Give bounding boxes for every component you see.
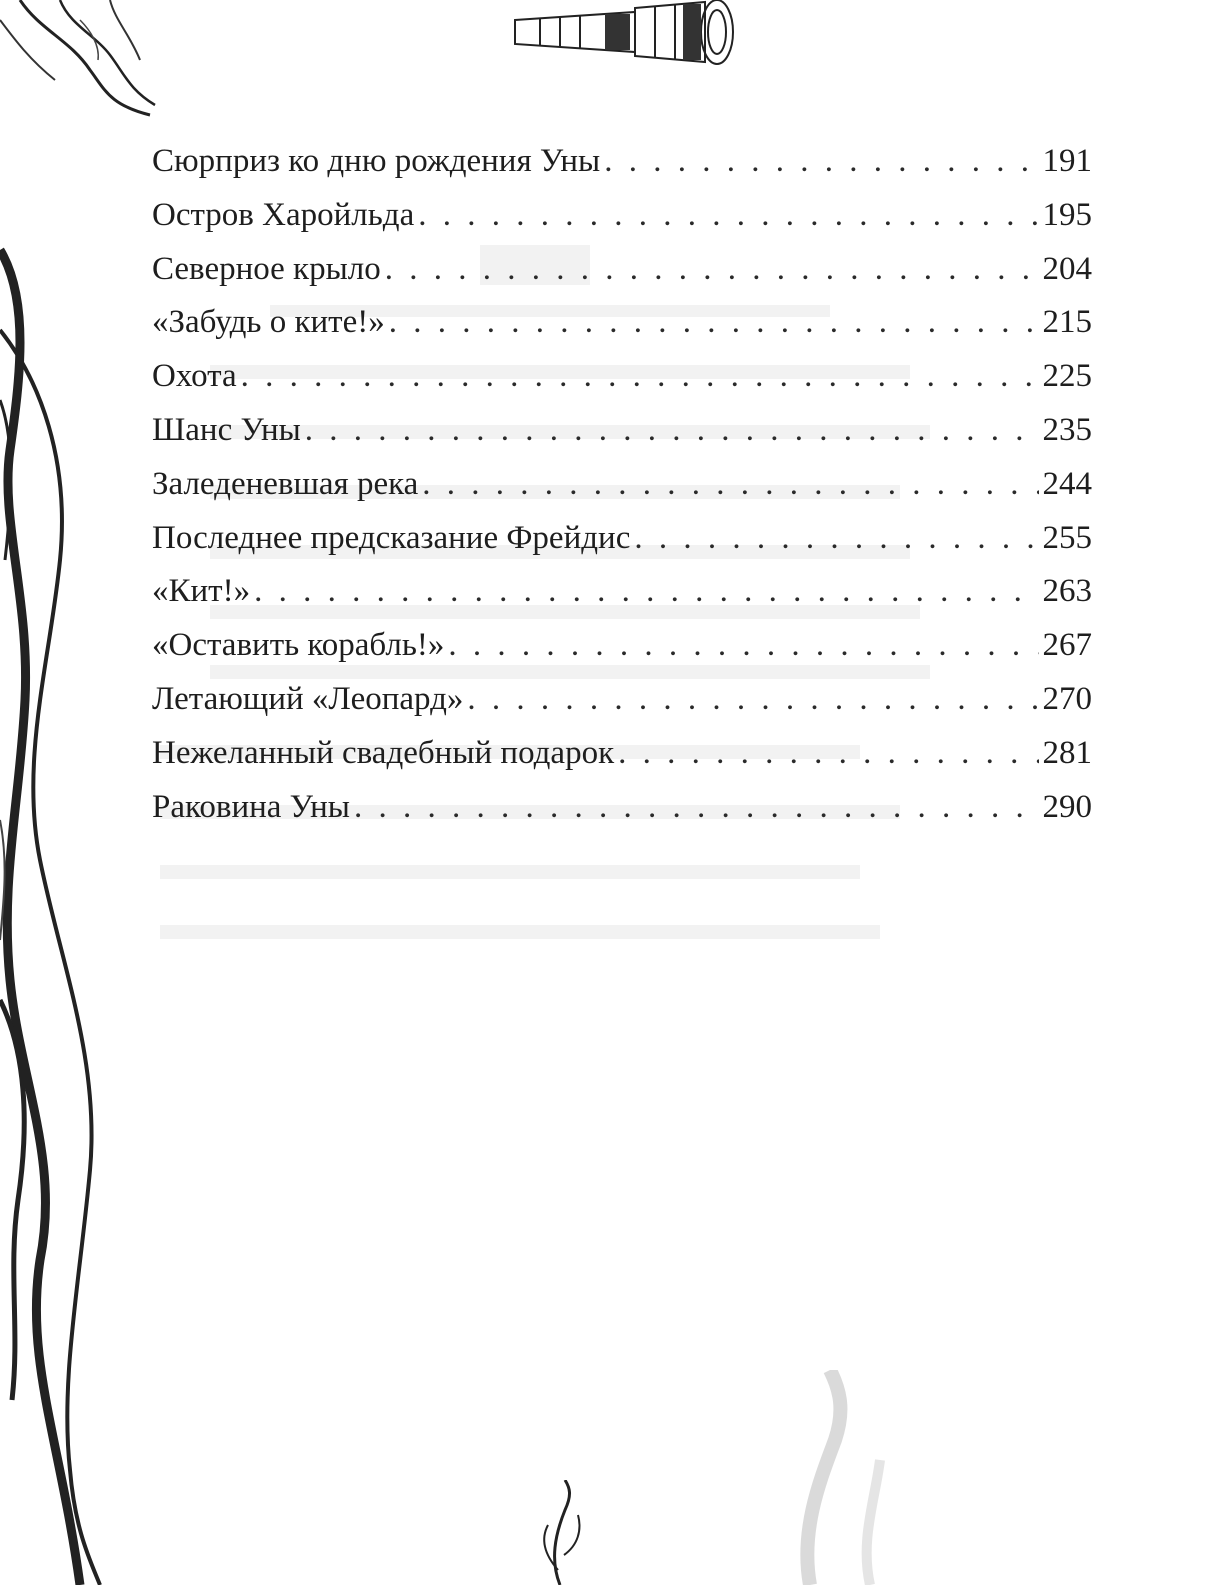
table-of-contents [152, 135, 1092, 834]
toc-entry-page: 244 [1042, 465, 1092, 502]
toc-dot-leader [618, 727, 1038, 781]
toc-entry[interactable] [152, 243, 1092, 297]
toc-entry-title: «Оставить корабль!» [152, 627, 445, 664]
toc-entry[interactable] [152, 565, 1092, 619]
toc-dot-leader [634, 512, 1038, 566]
toc-entry-page: 267 [1042, 627, 1092, 664]
toc-entry-title: Северное крыло [152, 250, 381, 287]
seaweed-icon [0, 0, 170, 120]
toc-entry-title: «Кит!» [152, 573, 251, 610]
toc-entry-page: 204 [1042, 250, 1092, 287]
toc-entry-title: Остров Харойльда [152, 196, 415, 233]
toc-entry-page: 290 [1042, 788, 1092, 825]
toc-dot-leader [448, 619, 1038, 673]
toc-entry[interactable] [152, 135, 1092, 189]
toc-entry-page: 215 [1042, 304, 1092, 341]
toc-entry-title: Последнее предсказание Фрейдис [152, 519, 631, 556]
toc-entry-page: 255 [1042, 519, 1092, 556]
toc-entry-page: 281 [1042, 734, 1092, 771]
toc-entry-title: Охота [152, 358, 237, 395]
toc-dot-leader [604, 135, 1038, 189]
toc-dot-leader [418, 189, 1038, 243]
toc-entry-title: Заледеневшая река [152, 465, 419, 502]
toc-entry[interactable] [152, 512, 1092, 566]
toc-dot-leader [254, 565, 1038, 619]
toc-entry[interactable] [152, 619, 1092, 673]
toc-entry-title: Раковина Уны [152, 788, 350, 825]
toc-entry-page: 225 [1042, 358, 1092, 395]
toc-entry-title: Шанс Уны [152, 411, 301, 448]
toc-entry-title: Сюрприз ко дню рождения Уны [152, 143, 601, 179]
toc-entry-title: Летающий «Леопард» [152, 680, 464, 717]
toc-entry[interactable] [152, 296, 1092, 350]
toc-entry[interactable] [152, 458, 1092, 512]
toc-dot-leader [241, 350, 1039, 404]
telescope-icon [505, 0, 755, 75]
toc-dot-leader [422, 458, 1038, 512]
toc-entry[interactable] [152, 350, 1092, 404]
toc-dot-leader [389, 296, 1039, 350]
toc-entry-page: 235 [1042, 411, 1092, 448]
toc-entry-title: «Забудь о ките!» [152, 304, 385, 341]
toc-dot-leader [385, 243, 1039, 297]
toc-dot-leader [467, 673, 1038, 727]
grey-wave-icon [780, 1370, 940, 1585]
toc-entry[interactable] [152, 189, 1092, 243]
toc-entry-page: 195 [1042, 196, 1092, 233]
bottom-seaweed-icon [520, 1480, 600, 1585]
toc-entry[interactable] [152, 727, 1092, 781]
toc-dot-leader [354, 781, 1039, 835]
toc-entry[interactable] [152, 404, 1092, 458]
toc-entry-title: Нежеланный свадебный подарок [152, 734, 615, 771]
sea-wave-border-icon [0, 0, 140, 1585]
toc-entry[interactable] [152, 673, 1092, 727]
toc-entry-page: 270 [1042, 680, 1092, 717]
toc-entry-page: 263 [1042, 573, 1092, 610]
toc-entry-page: 191 [1042, 143, 1092, 179]
toc-entry[interactable] [152, 781, 1092, 835]
toc-dot-leader [305, 404, 1039, 458]
